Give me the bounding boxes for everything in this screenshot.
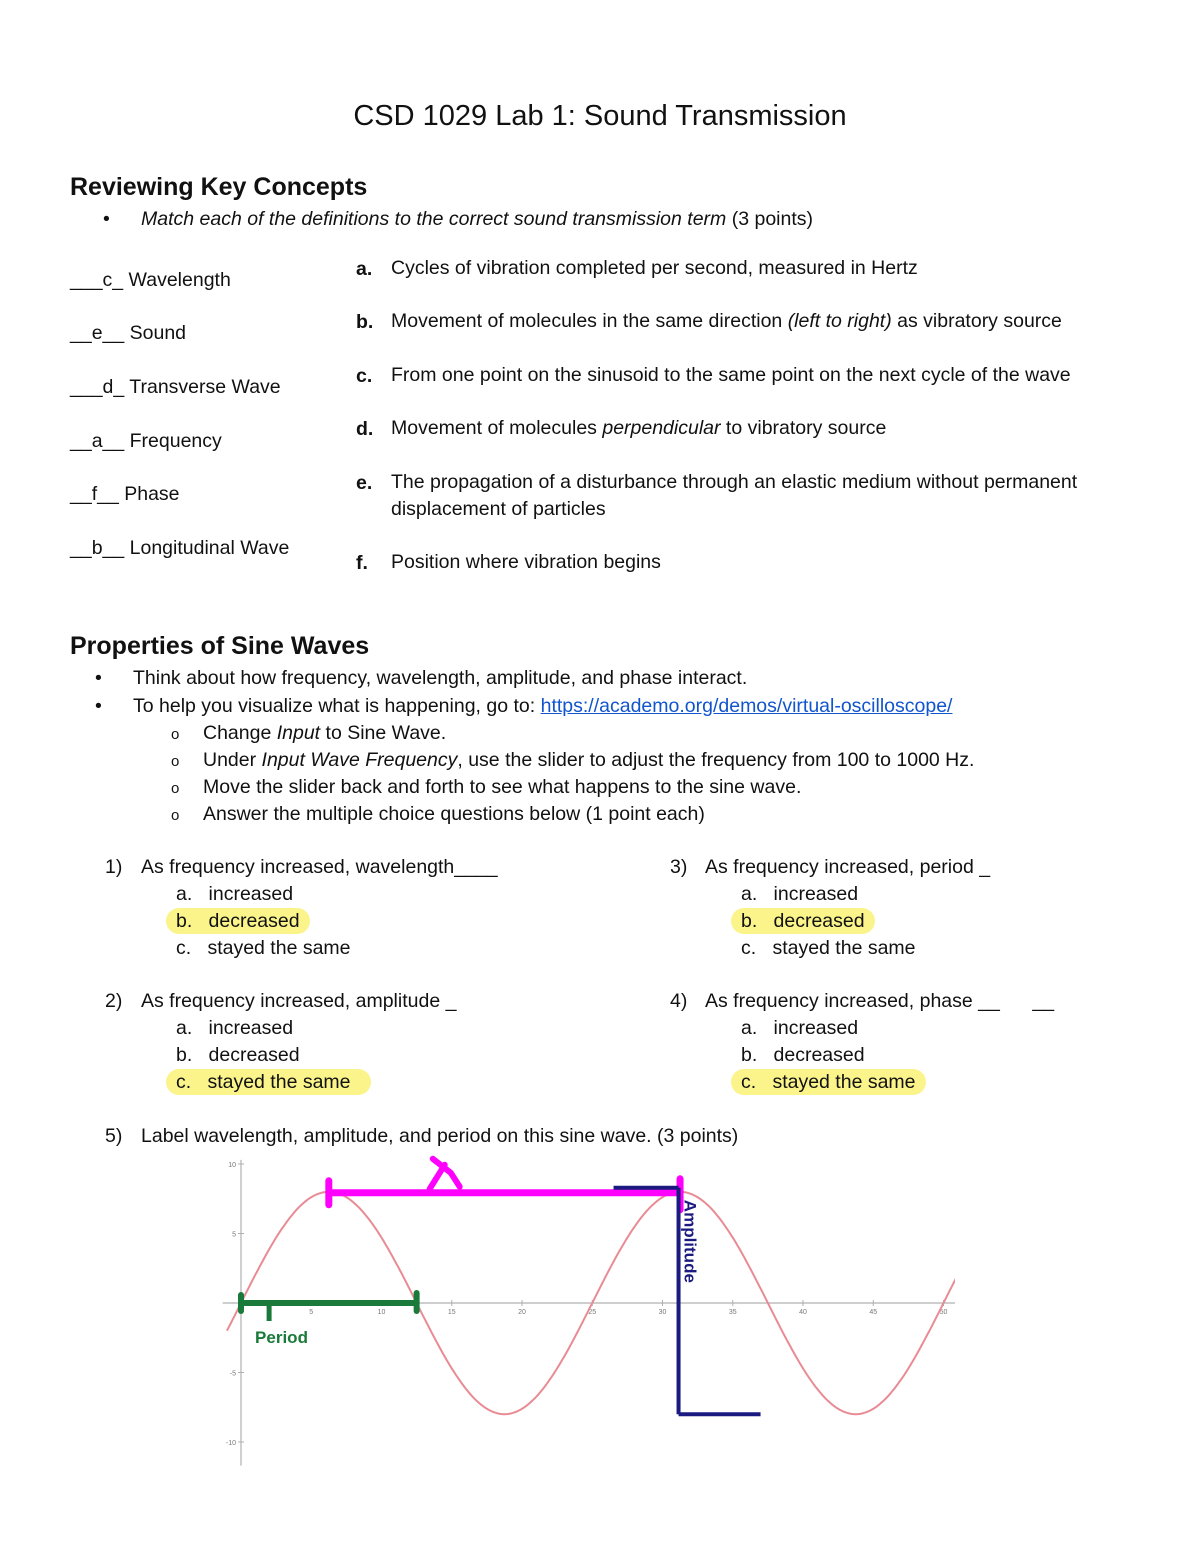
bullet-interact: • Think about how frequency, wavelength, amplitude, and phase interact.	[133, 667, 747, 690]
term-sound[interactable]: __e__ Sound	[70, 322, 187, 344]
x-tick-label: 35	[728, 1309, 737, 1316]
x-tick-label: 45	[869, 1309, 878, 1316]
x-tick-label: 30	[658, 1309, 667, 1316]
definition-a: Cycles of vibration completed per second, measured in Hertz	[391, 257, 918, 279]
question-3-option-c[interactable]: c. stayed the same	[741, 937, 916, 959]
x-tick-label: 15	[447, 1309, 456, 1316]
question-3-number: 3)	[670, 856, 688, 878]
definition-letter-f: f.	[356, 552, 368, 574]
question-2-text: As frequency increased, amplitude _	[141, 990, 457, 1012]
definition-letter-a: a.	[356, 258, 373, 280]
x-tick-label: 5	[309, 1309, 314, 1316]
question-4-option-b[interactable]: b. decreased	[741, 1044, 865, 1066]
subbullet-frequency: o Under Input Wave Frequency, use the slider to adjust the frequency from 100 to 1000 Hz.	[203, 749, 974, 772]
x-tick-label: 20	[518, 1309, 526, 1316]
question-4-text: As frequency increased, phase __ __	[705, 990, 1055, 1012]
question-5-text: Label wavelength, amplitude, and period on this sine wave. (3 points)	[141, 1125, 739, 1147]
x-tick-label: 10	[377, 1309, 386, 1316]
question-4-number: 4)	[670, 990, 688, 1012]
period-label: Period	[255, 1328, 308, 1347]
term-transverse-wave[interactable]: ___d_ Transverse Wave	[70, 376, 281, 398]
definition-e: The propagation of a disturbance through an elastic medium without permanent displacement of particles	[391, 471, 1078, 520]
question-1-option-c[interactable]: c. stayed the same	[176, 937, 351, 959]
term-longitudinal-wave[interactable]: __b__ Longitudinal Wave	[70, 537, 290, 559]
definition-letter-c: c.	[356, 365, 373, 387]
definition-d: Movement of molecules perpendicular to vibratory source	[391, 417, 887, 439]
subbullet-answer: o Answer the multiple choice questions below (1 point each)	[203, 803, 705, 826]
chart-axes	[223, 1160, 955, 1466]
question-4-option-a[interactable]: a. increased	[741, 1017, 859, 1039]
amplitude-label: Amplitude	[680, 1199, 700, 1283]
term-wavelength[interactable]: ___c_ Wavelength	[70, 269, 231, 291]
sine-wave-chart	[215, 1150, 955, 1470]
question-3-option-b[interactable]: b. decreased	[741, 910, 875, 933]
annotation-marks	[241, 1159, 761, 1414]
question-2-number: 2)	[105, 990, 123, 1012]
instruction-points: (3 points)	[726, 208, 813, 230]
question-3-option-a[interactable]: a. increased	[741, 883, 859, 905]
question-5-number: 5)	[105, 1125, 123, 1147]
oscilloscope-link[interactable]: https://academo.org/demos/virtual-oscilloscope/	[540, 695, 953, 717]
definition-letter-b: b.	[356, 311, 374, 333]
instruction-text: Match each of the definitions to the correct sound transmission term	[141, 208, 727, 230]
definition-f: Position where vibration begins	[391, 551, 661, 573]
question-1-option-a[interactable]: a. increased	[176, 883, 294, 905]
definition-letter-d: d.	[356, 418, 374, 440]
term-frequency[interactable]: __a__ Frequency	[70, 430, 222, 452]
lambda-symbol	[430, 1159, 460, 1189]
question-1-number: 1)	[105, 856, 123, 878]
page-title: CSD 1029 Lab 1: Sound Transmission	[353, 100, 847, 132]
x-tick-label: 50	[939, 1309, 948, 1316]
subbullet-slider: o Move the slider back and forth to see what happens to the sine wave.	[203, 776, 801, 799]
y-tick-label: -5	[229, 1370, 236, 1378]
y-tick-label: 5	[232, 1231, 236, 1239]
question-3-text: As frequency increased, period _	[705, 856, 991, 878]
definition-b: Movement of molecules in the same direction (left to right) as vibratory source	[391, 310, 1062, 332]
x-tick-label: 40	[799, 1309, 807, 1316]
definition-letter-e: e.	[356, 472, 373, 494]
definition-c: From one point on the sinusoid to the same point on the next cycle of the wave	[391, 364, 1071, 386]
question-4-option-c[interactable]: c. stayed the same	[741, 1071, 926, 1094]
question-2-option-a[interactable]: a. increased	[176, 1017, 294, 1039]
question-2-option-c[interactable]: c. stayed the same	[176, 1071, 371, 1094]
term-phase[interactable]: __f__ Phase	[70, 483, 180, 505]
x-tick-label: 25	[588, 1309, 597, 1316]
instruction-line	[141, 208, 813, 231]
section-heading-sine-waves: Properties of Sine Waves	[70, 632, 370, 660]
section-heading-key-concepts: Reviewing Key Concepts	[70, 173, 368, 201]
subbullet-input: o Change Input to Sine Wave.	[203, 722, 446, 745]
question-2-option-b[interactable]: b. decreased	[176, 1044, 300, 1066]
y-tick-label: 10	[228, 1162, 236, 1169]
question-1-option-b[interactable]: b. decreased	[176, 910, 310, 933]
question-1-text: As frequency increased, wavelength____	[141, 856, 498, 878]
y-tick-label: -10	[225, 1440, 236, 1447]
bullet-visualize: • To help you visualize what is happening, go to: https://academo.org/demos/virtual-oscilloscope/	[133, 695, 952, 718]
